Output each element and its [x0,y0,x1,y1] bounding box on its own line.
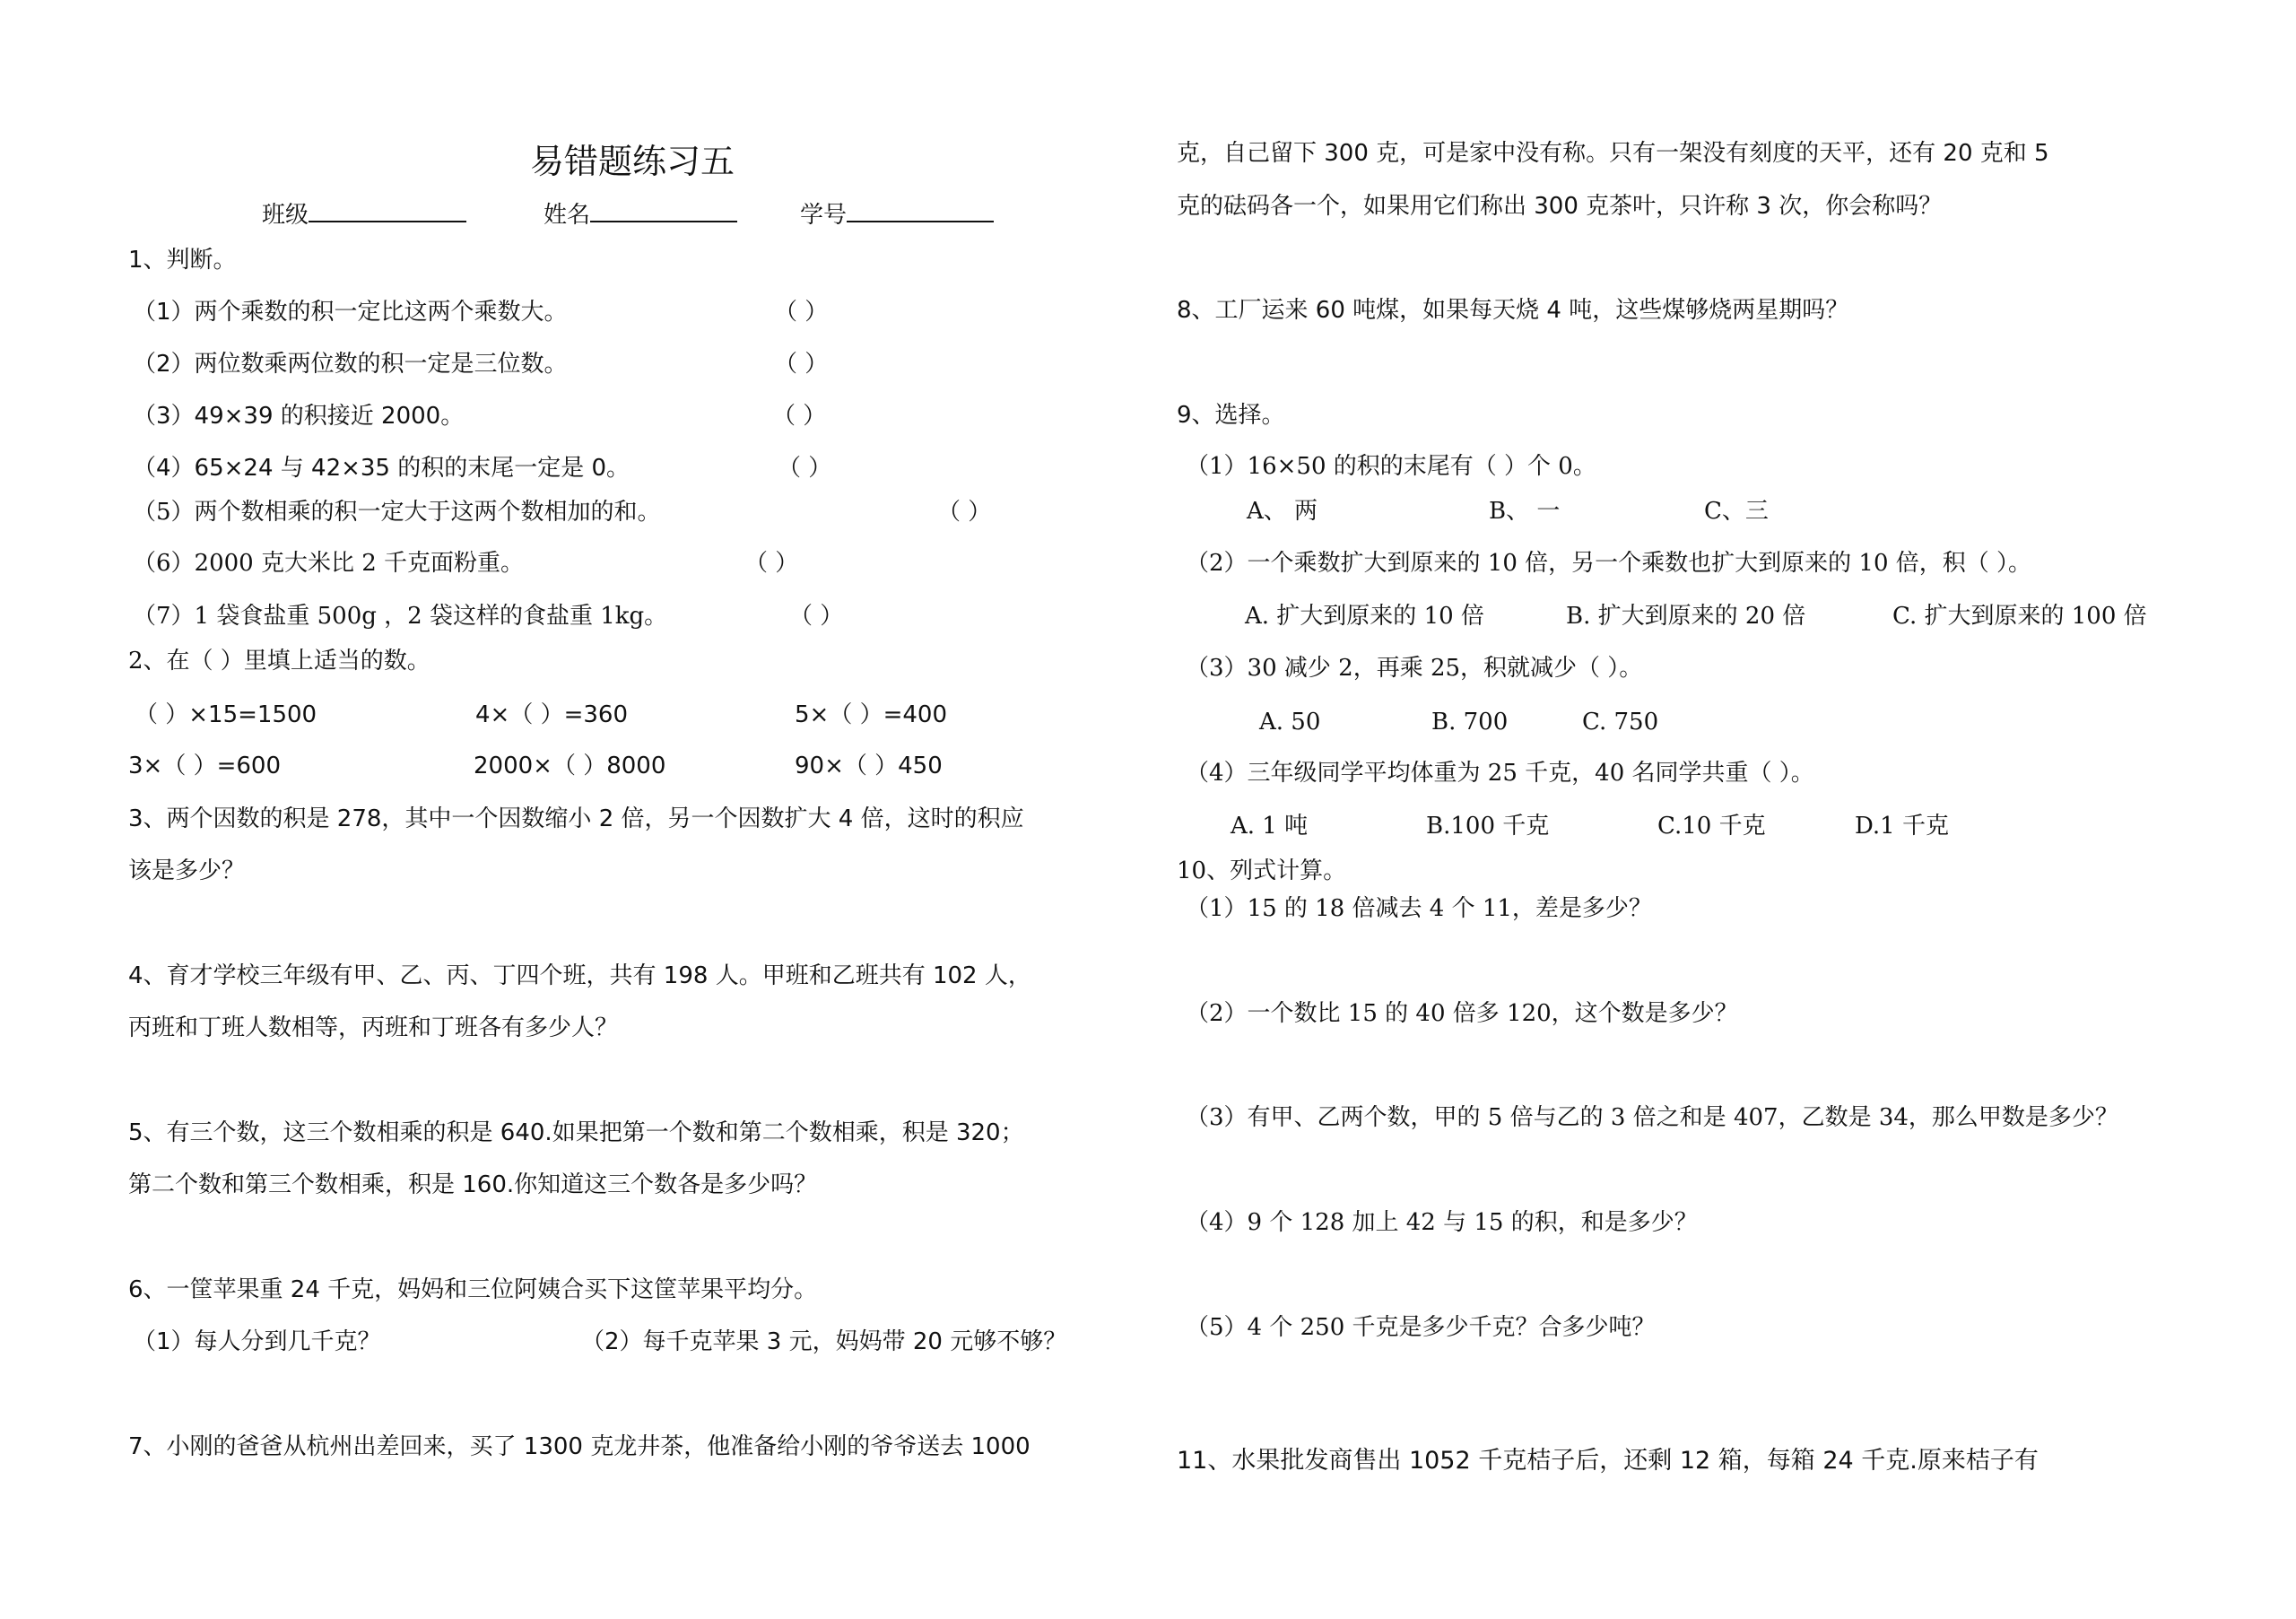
q9-1-option-a[interactable]: A、 两 [1247,498,1318,525]
q2-heading: 2、在（ ）里填上适当的数。 [128,648,430,675]
q9-4-option-c[interactable]: C.10 千克 [1657,813,1766,840]
q8-text: 8、工厂运来 60 吨煤，如果每天烧 4 吨，这些煤够烧两星期吗？ [1177,297,1849,324]
name-blank[interactable] [590,199,737,222]
name-field [544,199,737,231]
q9-2-option-b[interactable]: B. 扩大到原来的 20 倍 [1566,603,1806,630]
q6-sub-1: （1）每人分到几千克？ [133,1328,381,1355]
q10-item-4: （4）9 个 128 加上 42 与 15 的积，和是多少？ [1186,1209,1698,1236]
q10-heading: 10、列式计算。 [1177,857,1347,884]
q2-blank-2[interactable]: 4×（ ）=360 [475,701,629,728]
name-label: 姓名 [544,202,591,229]
q1-item-1: （1）两个乘数的积一定比这两个乘数大。 [133,299,568,326]
q9-4-option-d[interactable]: D.1 千克 [1855,813,1949,840]
q1-item-2: （2）两位数乘两位数的积一定是三位数。 [133,351,568,378]
q10-item-2: （2）一个数比 15 的 40 倍多 120，这个数是多少？ [1186,1000,1738,1027]
q1-answer-6[interactable]: （ ） [744,550,799,577]
q7-line-2: 克，自己留下 300 克，可是家中没有称。只有一架没有刻度的天平，还有 20 克和 5 [1177,140,2049,167]
q1-answer-2[interactable]: （ ） [774,351,829,378]
class-field [262,199,466,231]
q9-3-option-c[interactable]: C. 750 [1582,709,1659,736]
q4-line-2: 丙班和丁班人数相等，丙班和丁班各有多少人？ [128,1014,619,1041]
q9-2-text: （2）一个乘数扩大到原来的 10 倍，另一个乘数也扩大到原来的 10 倍，积（ ）。 [1186,550,2032,577]
q9-3-option-a[interactable]: A. 50 [1259,709,1321,736]
q9-4-option-a[interactable]: A. 1 吨 [1231,813,1309,840]
q1-item-4: （4）65×24 与 42×35 的积的末尾一定是 0。 [133,455,631,482]
q1-answer-5[interactable]: （ ） [937,499,992,526]
class-label: 班级 [262,202,309,229]
q9-3-option-b[interactable]: B. 700 [1431,709,1509,736]
q10-item-1: （1）15 的 18 倍减去 4 个 11，差是多少？ [1186,895,1652,922]
q1-answer-3[interactable]: （ ） [772,403,827,430]
q9-4-text: （4）三年级同学平均体重为 25 千克，40 名同学共重（ ）。 [1186,760,1814,787]
q9-1-text: （1）16×50 的积的末尾有（ ）个 0。 [1186,453,1596,480]
q2-blank-3[interactable]: 5×（ ）=400 [795,701,948,728]
q1-heading: 1、判断。 [128,247,237,274]
q9-2-option-a[interactable]: A. 扩大到原来的 10 倍 [1245,603,1484,630]
q1-answer-1[interactable]: （ ） [774,299,829,326]
q3-line-2: 该是多少？ [128,857,246,884]
q2-blank-6[interactable]: 90×（ ）450 [795,753,943,779]
q5-line-2: 第二个数和第三个数相乘，积是 160.你知道这三个数各是多少吗？ [128,1171,818,1198]
q4-line-1: 4、育才学校三年级有甲、乙、丙、丁四个班，共有 198 人。甲班和乙班共有 102 人， [128,962,1031,989]
q1-answer-4[interactable]: （ ） [778,455,832,482]
q7-line-3: 克的砝码各一个，如果用它们称出 300 克茶叶，只许称 3 次，你会称吗？ [1177,193,1943,220]
q9-2-option-c[interactable]: C. 扩大到原来的 100 倍 [1892,603,2147,630]
q1-item-3: （3）49×39 的积接近 2000。 [133,403,465,430]
q6-text: 6、一筐苹果重 24 千克，妈妈和三位阿姨合买下这筐苹果平均分。 [128,1276,818,1303]
q3-line-1: 3、两个因数的积是 278，其中一个因数缩小 2 倍，另一个因数扩大 4 倍，这时的积应 [128,805,1024,832]
q10-item-3: （3）有甲、乙两个数，甲的 5 倍与乙的 3 倍之和是 407，乙数是 34，那么甲数是多少？ [1186,1104,2118,1131]
q1-answer-7[interactable]: （ ） [789,603,844,630]
q9-heading: 9、选择。 [1177,402,1285,429]
q2-blank-4[interactable]: 3×（ ）=600 [128,753,282,779]
q2-blank-1[interactable]: （ ）×15=1500 [135,701,317,728]
q9-1-option-c[interactable]: C、三 [1704,498,1769,525]
number-field [800,199,994,231]
page-title: 易错题练习五 [529,142,735,181]
q5-line-1: 5、有三个数，这三个数相乘的积是 640.如果把第一个数和第二个数相乘，积是 320； [128,1119,1024,1146]
class-blank[interactable] [309,199,466,222]
q10-item-5: （5）4 个 250 千克是多少千克？合多少吨？ [1186,1314,1656,1341]
q1-item-7: （7）1 袋食盐重 500g ，2 袋这样的食盐重 1kg。 [133,603,668,630]
q9-4-option-b[interactable]: B.100 千克 [1426,813,1550,840]
q9-3-text: （3）30 减少 2，再乘 25，积就减少（ ）。 [1186,655,1643,682]
q1-item-6: （6）2000 克大米比 2 千克面粉重。 [133,550,525,577]
q9-1-option-b[interactable]: B、 一 [1489,498,1561,525]
q1-item-5: （5）两个数相乘的积一定大于这两个数相加的和。 [133,499,661,526]
q6-sub-2: （2）每千克苹果 3 元，妈妈带 20 元够不够？ [581,1328,1067,1355]
number-blank[interactable] [847,199,994,222]
q2-blank-5[interactable]: 2000×（ ）8000 [474,753,666,779]
number-label: 学号 [800,202,848,229]
q11-text: 11、水果批发商售出 1052 千克桔子后，还剩 12 箱，每箱 24 千克.原来桔子有 [1177,1447,2039,1475]
q7-line-1: 7、小刚的爸爸从杭州出差回来，买了 1300 克龙井茶，他准备给小刚的爷爷送去 1000 [128,1433,1031,1460]
